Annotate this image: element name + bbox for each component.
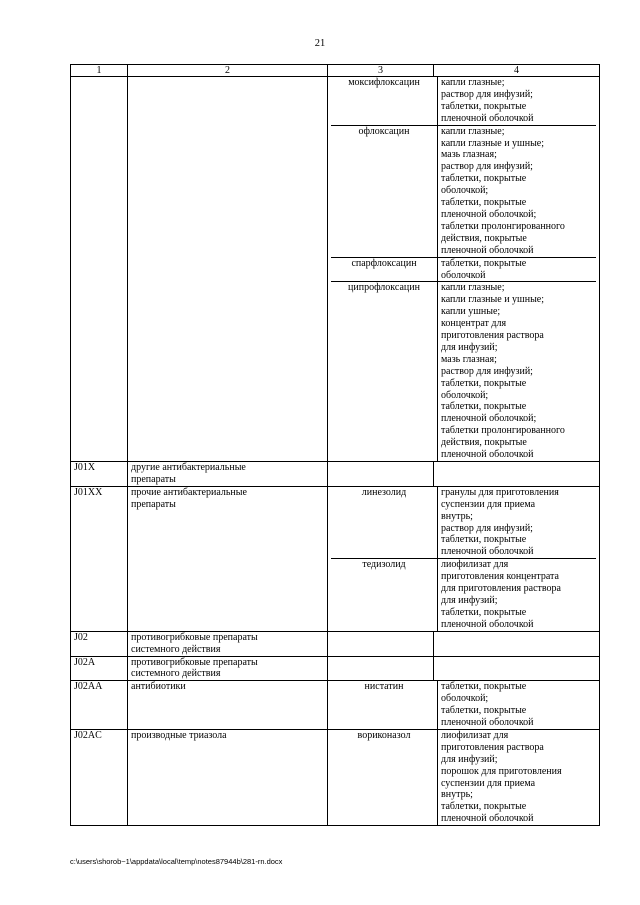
dosage-form-line: капли глазные и ушные; xyxy=(441,294,545,306)
drug-list-cell xyxy=(328,486,600,631)
group-name-cell xyxy=(128,77,328,462)
group-name-cell xyxy=(128,486,328,631)
drug-name-cell xyxy=(328,462,434,487)
table-row xyxy=(71,462,600,487)
dosage-form-line: капли глазные и ушные; xyxy=(441,137,545,149)
dosage-form-line: внутрь; xyxy=(441,789,473,801)
dosage-form-line: таблетки, покрытые xyxy=(441,197,527,209)
dosage-form-line: действия, покрытые xyxy=(441,437,527,449)
header-col-3: 3 xyxy=(328,65,434,77)
table-row xyxy=(71,656,600,681)
table-row xyxy=(71,486,600,631)
table-row xyxy=(71,77,600,462)
group-name-cell xyxy=(128,462,328,487)
dosage-form-line: таблетки, покрытые xyxy=(441,401,527,413)
dosage-form-line: для приготовления раствора xyxy=(441,583,561,595)
dosage-form-line: пленочной оболочкой xyxy=(441,717,534,729)
group-name-line: системного действия xyxy=(131,668,221,680)
dosage-form-line: действия, покрытые xyxy=(441,232,527,244)
dosage-form-line: таблетки, покрытые xyxy=(441,705,527,717)
dosage-form-line: капли ушные; xyxy=(441,306,501,318)
dosage-form-cell xyxy=(434,462,600,487)
drug-entry xyxy=(331,681,596,729)
group-name-line: антибиотики xyxy=(131,681,186,693)
dosage-form-line: пленочной оболочкой xyxy=(441,618,534,630)
dosage-form-line: для инфузий; xyxy=(441,594,498,606)
dosage-form-line: таблетки, покрытые xyxy=(441,681,527,693)
dosage-form-line: пленочной оболочкой xyxy=(441,244,534,256)
table-row xyxy=(71,729,600,825)
drug-name: офлоксацин xyxy=(331,126,438,257)
drug-name: вориконазол xyxy=(331,730,438,825)
dosage-form-line: пленочной оболочкой; xyxy=(441,413,537,425)
drug-entry xyxy=(331,558,596,630)
dosage-form-line: мазь глазная; xyxy=(441,353,497,365)
dosage-form-line: таблетки, покрытые xyxy=(441,377,527,389)
dosage-form-line: приготовления раствора xyxy=(441,741,544,753)
drug-list-cell xyxy=(328,77,600,462)
dosage-form-line: оболочкой xyxy=(441,269,486,281)
dosage-form-line: таблетки, покрытые xyxy=(441,534,527,546)
dosage-forms xyxy=(438,681,596,729)
dosage-form-line: гранулы для приготовления xyxy=(441,486,559,498)
group-name-line: прочие антибактериальные xyxy=(131,486,247,498)
dosage-form-line: таблетки пролонгированного xyxy=(441,220,565,232)
dosage-forms xyxy=(438,559,596,630)
atc-code-cell: J02A xyxy=(71,656,128,681)
dosage-form-line: капли глазные; xyxy=(441,282,505,294)
group-name-line: системного действия xyxy=(131,643,221,655)
dosage-form-line: таблетки, покрытые xyxy=(441,100,527,112)
dosage-form-line: приготовления раствора xyxy=(441,330,544,342)
atc-code-cell: J01X xyxy=(71,462,128,487)
group-name-cell xyxy=(128,681,328,730)
drug-name: линезолид xyxy=(331,487,438,558)
drug-name: спарфлоксацин xyxy=(331,258,438,282)
dosage-forms xyxy=(438,77,596,125)
dosage-form-line: пленочной оболочкой xyxy=(441,813,534,825)
dosage-form-line: таблетки, покрытые xyxy=(441,173,527,185)
group-name-cell xyxy=(128,656,328,681)
dosage-form-line: порошок для приготовления xyxy=(441,765,562,777)
dosage-form-line: концентрат для xyxy=(441,318,507,330)
drug-entry xyxy=(331,77,596,125)
dosage-form-line: раствор для инфузий; xyxy=(441,161,533,173)
table-row xyxy=(71,631,600,656)
group-name-cell xyxy=(128,729,328,825)
table-row xyxy=(71,681,600,730)
dosage-form-line: оболочкой; xyxy=(441,389,489,401)
drug-name: тедизолид xyxy=(331,559,438,630)
dosage-form-line: для инфузий; xyxy=(441,341,498,353)
dosage-form-cell xyxy=(434,656,600,681)
dosage-form-line: пленочной оболочкой xyxy=(441,449,534,461)
dosage-form-line: приготовления концентрата xyxy=(441,571,559,583)
drug-entry xyxy=(331,730,596,825)
group-name-line: производные триазола xyxy=(131,729,227,741)
dosage-form-line: капли глазные; xyxy=(441,125,505,137)
dosage-form-line: раствор для инфузий; xyxy=(441,365,533,377)
dosage-form-line: внутрь; xyxy=(441,510,473,522)
dosage-form-line: раствор для инфузий; xyxy=(441,88,533,100)
header-col-1: 1 xyxy=(71,65,128,77)
drug-name: моксифлоксацин xyxy=(331,77,438,125)
header-col-4: 4 xyxy=(434,65,600,77)
group-name-line: противогрибковые препараты xyxy=(131,656,258,668)
drug-entry xyxy=(331,487,596,558)
dosage-form-line: лиофилизат для xyxy=(441,729,509,741)
header-col-2: 2 xyxy=(128,65,328,77)
dosage-forms xyxy=(438,730,596,825)
dosage-form-line: для инфузий; xyxy=(441,753,498,765)
drug-name: ципрофлоксацин xyxy=(331,282,438,461)
drug-name-cell xyxy=(328,656,434,681)
atc-code-cell: J02AC xyxy=(71,729,128,825)
dosage-form-line: мазь глазная; xyxy=(441,149,497,161)
dosage-form-line: пленочной оболочкой; xyxy=(441,208,537,220)
drug-entry xyxy=(331,281,596,461)
group-name-line: препараты xyxy=(131,473,176,485)
atc-code-cell: J01XX xyxy=(71,486,128,631)
drug-list-cell xyxy=(328,681,600,730)
dosage-form-line: таблетки пролонгированного xyxy=(441,425,565,437)
drug-table xyxy=(70,64,600,826)
drug-entry xyxy=(331,125,596,257)
atc-code-cell xyxy=(71,77,128,462)
atc-code-cell: J02 xyxy=(71,631,128,656)
dosage-form-line: лиофилизат для xyxy=(441,559,509,571)
drug-name: нистатин xyxy=(331,681,438,729)
dosage-form-line: пленочной оболочкой xyxy=(441,546,534,558)
dosage-form-line: пленочной оболочкой xyxy=(441,112,534,124)
dosage-forms xyxy=(438,282,596,461)
dosage-form-line: капли глазные; xyxy=(441,77,505,88)
dosage-form-line: таблетки, покрытые xyxy=(441,801,527,813)
dosage-forms xyxy=(438,258,596,282)
atc-code-cell: J02AA xyxy=(71,681,128,730)
dosage-forms xyxy=(438,487,596,558)
dosage-form-line: суспензии для приема xyxy=(441,498,536,510)
table-header-row xyxy=(71,65,600,77)
group-name-cell xyxy=(128,631,328,656)
dosage-forms xyxy=(438,126,596,257)
table-body xyxy=(71,77,600,826)
dosage-form-line: таблетки, покрытые xyxy=(441,257,527,269)
drug-list-cell xyxy=(328,729,600,825)
dosage-form-line: оболочкой; xyxy=(441,185,489,197)
dosage-form-line: раствор для инфузий; xyxy=(441,522,533,534)
file-path-footer: c:\users\shorob~1\appdata\local\temp\notes87944b\281-rn.docx xyxy=(70,857,283,866)
group-name-line: другие антибактериальные xyxy=(131,462,246,473)
group-name-line: противогрибковые препараты xyxy=(131,631,258,643)
dosage-form-cell xyxy=(434,631,600,656)
dosage-form-line: суспензии для приема xyxy=(441,777,536,789)
dosage-form-line: оболочкой; xyxy=(441,693,489,705)
page-number: 21 xyxy=(314,38,326,49)
dosage-form-line: таблетки, покрытые xyxy=(441,606,527,618)
group-name-line: препараты xyxy=(131,498,176,510)
drug-name-cell xyxy=(328,631,434,656)
drug-entry xyxy=(331,257,596,282)
